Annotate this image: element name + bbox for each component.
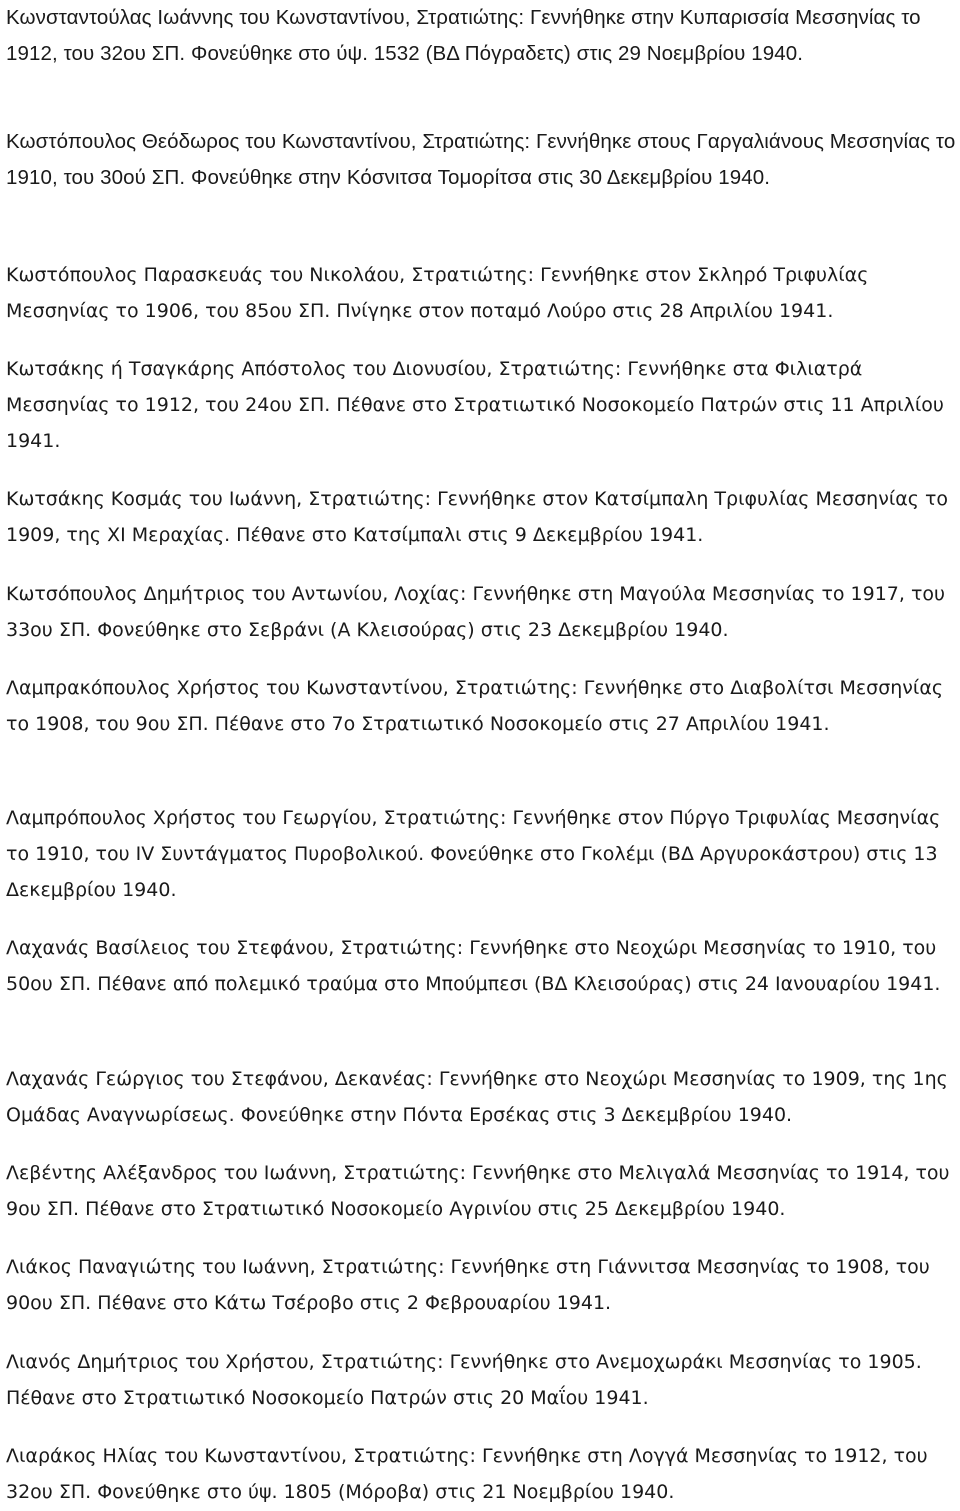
entry-liarakos-ilias: Λιαράκος Ηλίας του Κωνσταντίνου, Στρατιώτης: Γεννήθηκε στη Λογγά Μεσσηνίας το 1912, του 32ου ΣΠ. Φονεύθηκε στο ύψ. 1805 (Μόροβα) στις 21 Νοεμβρίου 1940. [6,1445,928,1503]
entry-lamprakopoulos-christos: Λαμπρακόπουλος Χρήστος του Κωνσταντίνου, Στρατιώτης: Γεννήθηκε στο Διαβολίτσι Μεσσηνίας το 1908, του 9ου ΣΠ. Πέθανε στο 7ο Στρατιωτικό Νοσοκομείο στις 27 Απριλίου 1941. [6,677,944,735]
entry-lachanas-georgios: Λαχανάς Γεώργιος του Στεφάνου, Δεκανέας: Γεννήθηκε στο Νεοχώρι Μεσσηνίας το 1909, της 1ης Ομάδας Αναγνωρίσεως. Φονεύθηκε στην Πόντα Ερσέκας στις 3 Δεκεμβρίου 1940. [6,1068,948,1126]
entry-kostopoulos-paraskevas: Κωστόπουλος Παρασκευάς του Νικολάου, Στρατιώτης: Γεννήθηκε στον Σκληρό Τριφυλίας Μεσσηνίας το 1906, του 85ου ΣΠ. Πνίγηκε στον ποταμό Λούρο στις 28 Απριλίου 1941. [6,264,869,322]
entry-kotsakis-apostolos: Κωτσάκης ή Τσαγκάρης Απόστολος του Διονυσίου, Στρατιώτης: Γεννήθηκε στα Φιλιατρά Μεσσηνίας το 1912, του 24ου ΣΠ. Πέθανε στο Στρατιωτικό Νοσοκομείο Πατρών στις 11 Απριλίου 1941. [6,358,944,452]
entry-lianos-dimitrios: Λιανός Δημήτριος του Χρήστου, Στρατιώτης: Γεννήθηκε στο Ανεμοχωράκι Μεσσηνίας το 1905. Πέθανε στο Στρατιωτικό Νοσοκομείο Πατρών στις 20 Μαΐου 1941. [6,1351,922,1409]
entry-kotsakis-kosmas: Κωτσάκης Κοσμάς του Ιωάννη, Στρατιώτης: Γεννήθηκε στον Κατσίμπαλη Τριφυλίας Μεσσηνίας το 1909, της ΧΙ Μεραχίας. Πέθανε στο Κατσίμπαλι στις 9 Δεκεμβρίου 1941. [6,488,949,546]
entry-liakos-panagiotis: Λιάκος Παναγιώτης του Ιωάννη, Στρατιώτης: Γεννήθηκε στη Γιάννιτσα Μεσσηνίας το 1908, του 90ου ΣΠ. Πέθανε στο Κάτω Τσέροβο στις 2 Φεβρουαρίου 1941. [6,1256,930,1314]
entry-lampropoulos-christos: Λαμπρόπουλος Χρήστος του Γεωργίου, Στρατιώτης: Γεννήθηκε στον Πύργο Τριφυλίας Μεσσηνίας το 1910, του IV Συντάγματος Πυροβολικού. Φονεύθηκε στο Γκολέμι (ΒΔ Αργυροκάστρου) στις 13 Δεκεμβρίου 1940. [6,807,941,901]
entry-leventis-alexandros: Λεβέντης Αλέξανδρος του Ιωάννη, Στρατιώτης: Γεννήθηκε στο Μελιγαλά Μεσσηνίας το 1914, του 9ου ΣΠ. Πέθανε στο Στρατιωτικό Νοσοκομείο Αγρινίου στις 25 Δεκεμβρίου 1940. [6,1162,950,1220]
entry-kostopoulos-theodoros: Κωστόπουλος Θεόδωρος του Κωνσταντίνου, Στρατιώτης: Γεννήθηκε στους Γαργαλιάνους Μεσσηνίας το 1910, του 30ού ΣΠ. Φονεύθηκε στην Κόσνιτσα Τομορίτσα στις 30 Δεκεμβρίου 1940. [6,130,956,189]
entry-lachanas-vasileios: Λαχανάς Βασίλειος του Στεφάνου, Στρατιώτης: Γεννήθηκε στο Νεοχώρι Μεσσηνίας το 1910, του 50ου ΣΠ. Πέθανε από πολεμικό τραύμα στο Μπούμπεσι (ΒΔ Κλεισούρας) στις 24 Ιανουαρίου 1941. [6,937,941,995]
entry-konstantoulas-ioannis: Κωνσταντούλας Ιωάννης του Κωνσταντίνου, Στρατιώτης: Γεννήθηκε στην Κυπαρισσία Μεσσηνίας το 1912, του 32ου ΣΠ. Φονεύθηκε στο ύψ. 1532 (ΒΔ Πόγραδετς) στις 29 Νοεμβρίου 1940. [6,6,921,65]
entry-kotsopoulos-dimitrios: Κωτσόπουλος Δημήτριος του Αντωνίου, Λοχίας: Γεννήθηκε στη Μαγούλα Μεσσηνίας το 1917, του 33ου ΣΠ. Φονεύθηκε στο Σεβράνι (Α Κλεισούρας) στις 23 Δεκεμβρίου 1940. [6,583,946,641]
